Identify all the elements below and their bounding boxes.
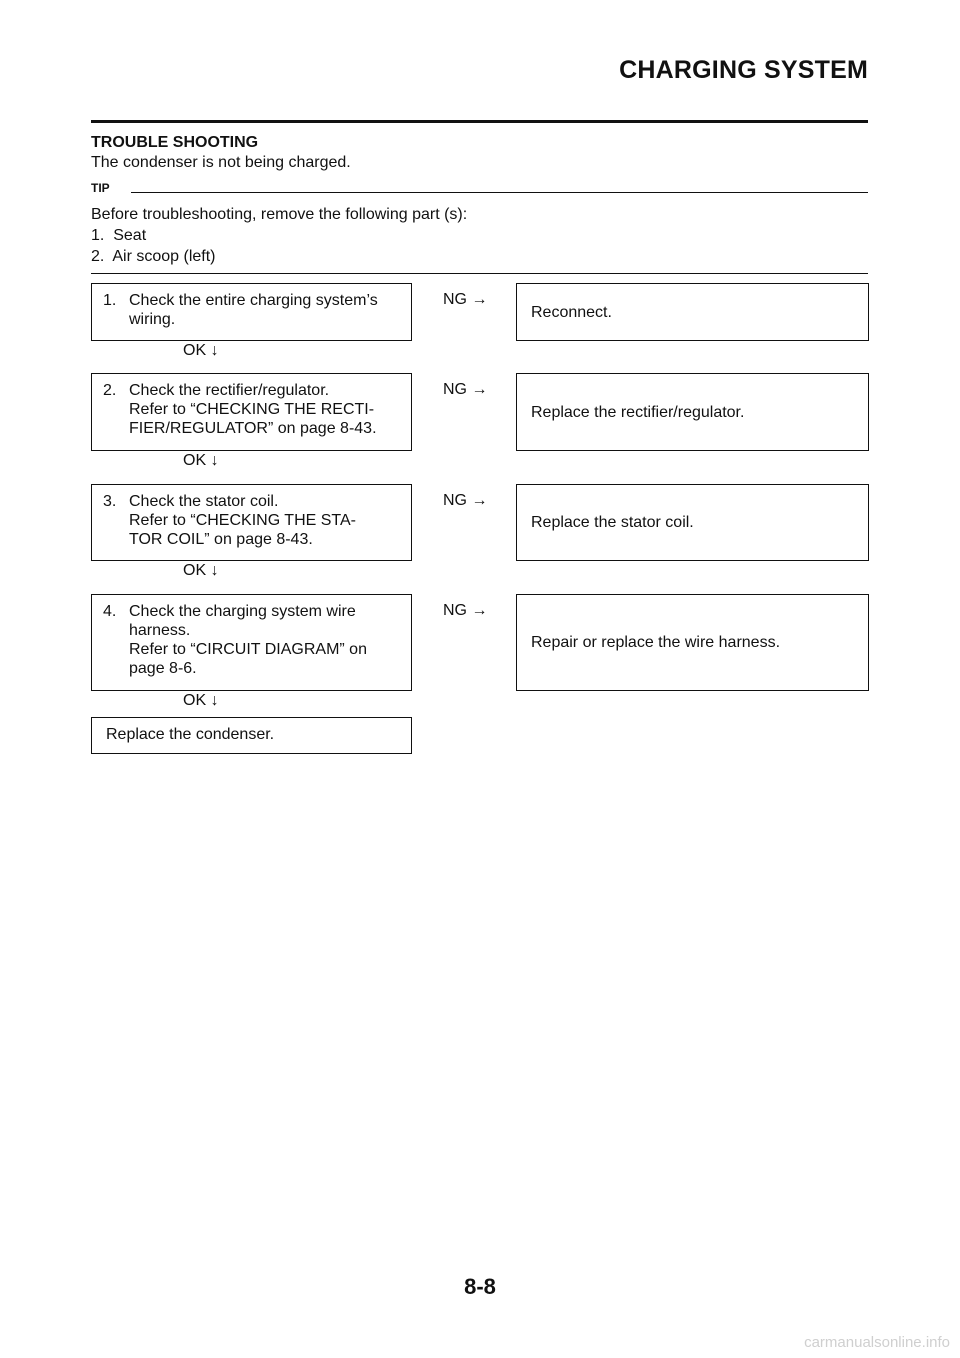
step-number: 4. bbox=[103, 603, 117, 620]
tip-item: 1. Seat bbox=[91, 227, 147, 244]
ok-arrow: OK ↓ bbox=[183, 452, 219, 469]
step-box-1 bbox=[91, 283, 412, 341]
ng-arrow: NG → bbox=[443, 381, 488, 398]
tip-label: TIP bbox=[91, 181, 110, 195]
step-text: TOR COIL” on page 8-43. bbox=[129, 531, 313, 548]
step-text: Refer to “CHECKING THE STA- bbox=[129, 512, 356, 529]
page-title: CHARGING SYSTEM bbox=[619, 56, 868, 84]
step-text: Check the entire charging system’s bbox=[129, 292, 378, 309]
step-text: Check the rectifier/regulator. bbox=[129, 382, 330, 399]
action-box-1 bbox=[516, 283, 869, 341]
tip-text: Before troubleshooting, remove the following part (s): bbox=[91, 206, 468, 223]
action-text: Replace the rectifier/regulator. bbox=[531, 403, 745, 421]
page-number: 8-8 bbox=[464, 1274, 496, 1299]
step-box-2 bbox=[91, 373, 412, 451]
ng-arrow: NG → bbox=[443, 602, 488, 619]
step-number: 2. bbox=[103, 382, 117, 399]
action-text: Repair or replace the wire harness. bbox=[531, 634, 781, 651]
ok-arrow: OK ↓ bbox=[183, 692, 219, 709]
symptom-text: The condenser is not being charged. bbox=[91, 154, 351, 171]
step-number: 3. bbox=[103, 493, 117, 510]
action-box-4 bbox=[516, 594, 869, 691]
section-heading: TROUBLE SHOOTING bbox=[91, 134, 259, 151]
step-text: wiring. bbox=[129, 311, 176, 328]
step-text: page 8-6. bbox=[129, 660, 197, 677]
watermark: carmanualsonline.info bbox=[804, 1334, 950, 1351]
ok-arrow: OK ↓ bbox=[183, 562, 219, 579]
step-text: FIER/REGULATOR” on page 8-43. bbox=[129, 420, 377, 437]
final-step-text: Replace the condenser. bbox=[106, 726, 275, 743]
tip-end-divider bbox=[91, 273, 868, 274]
tip-body bbox=[91, 204, 467, 267]
step-box-4 bbox=[91, 594, 412, 691]
final-step-box bbox=[91, 717, 412, 754]
step-number: 1. bbox=[103, 292, 117, 309]
tip-divider bbox=[131, 192, 868, 193]
ng-arrow: NG → bbox=[443, 492, 488, 509]
step-text: Check the charging system wire bbox=[129, 603, 356, 620]
step-text: Check the stator coil. bbox=[129, 493, 279, 510]
ng-arrow: NG → bbox=[443, 291, 488, 308]
action-box-3 bbox=[516, 484, 869, 561]
action-box-2 bbox=[516, 373, 869, 451]
ok-arrow: OK ↓ bbox=[183, 342, 219, 359]
step-box-3 bbox=[91, 484, 412, 561]
action-text: Replace the stator coil. bbox=[531, 514, 694, 531]
action-text: Reconnect. bbox=[531, 303, 612, 321]
header-rule bbox=[91, 120, 868, 123]
step-text: Refer to “CIRCUIT DIAGRAM” on bbox=[129, 641, 367, 658]
step-text: Refer to “CHECKING THE RECTI- bbox=[129, 401, 375, 418]
step-text: harness. bbox=[129, 622, 191, 639]
tip-item: 2. Air scoop (left) bbox=[91, 248, 216, 265]
